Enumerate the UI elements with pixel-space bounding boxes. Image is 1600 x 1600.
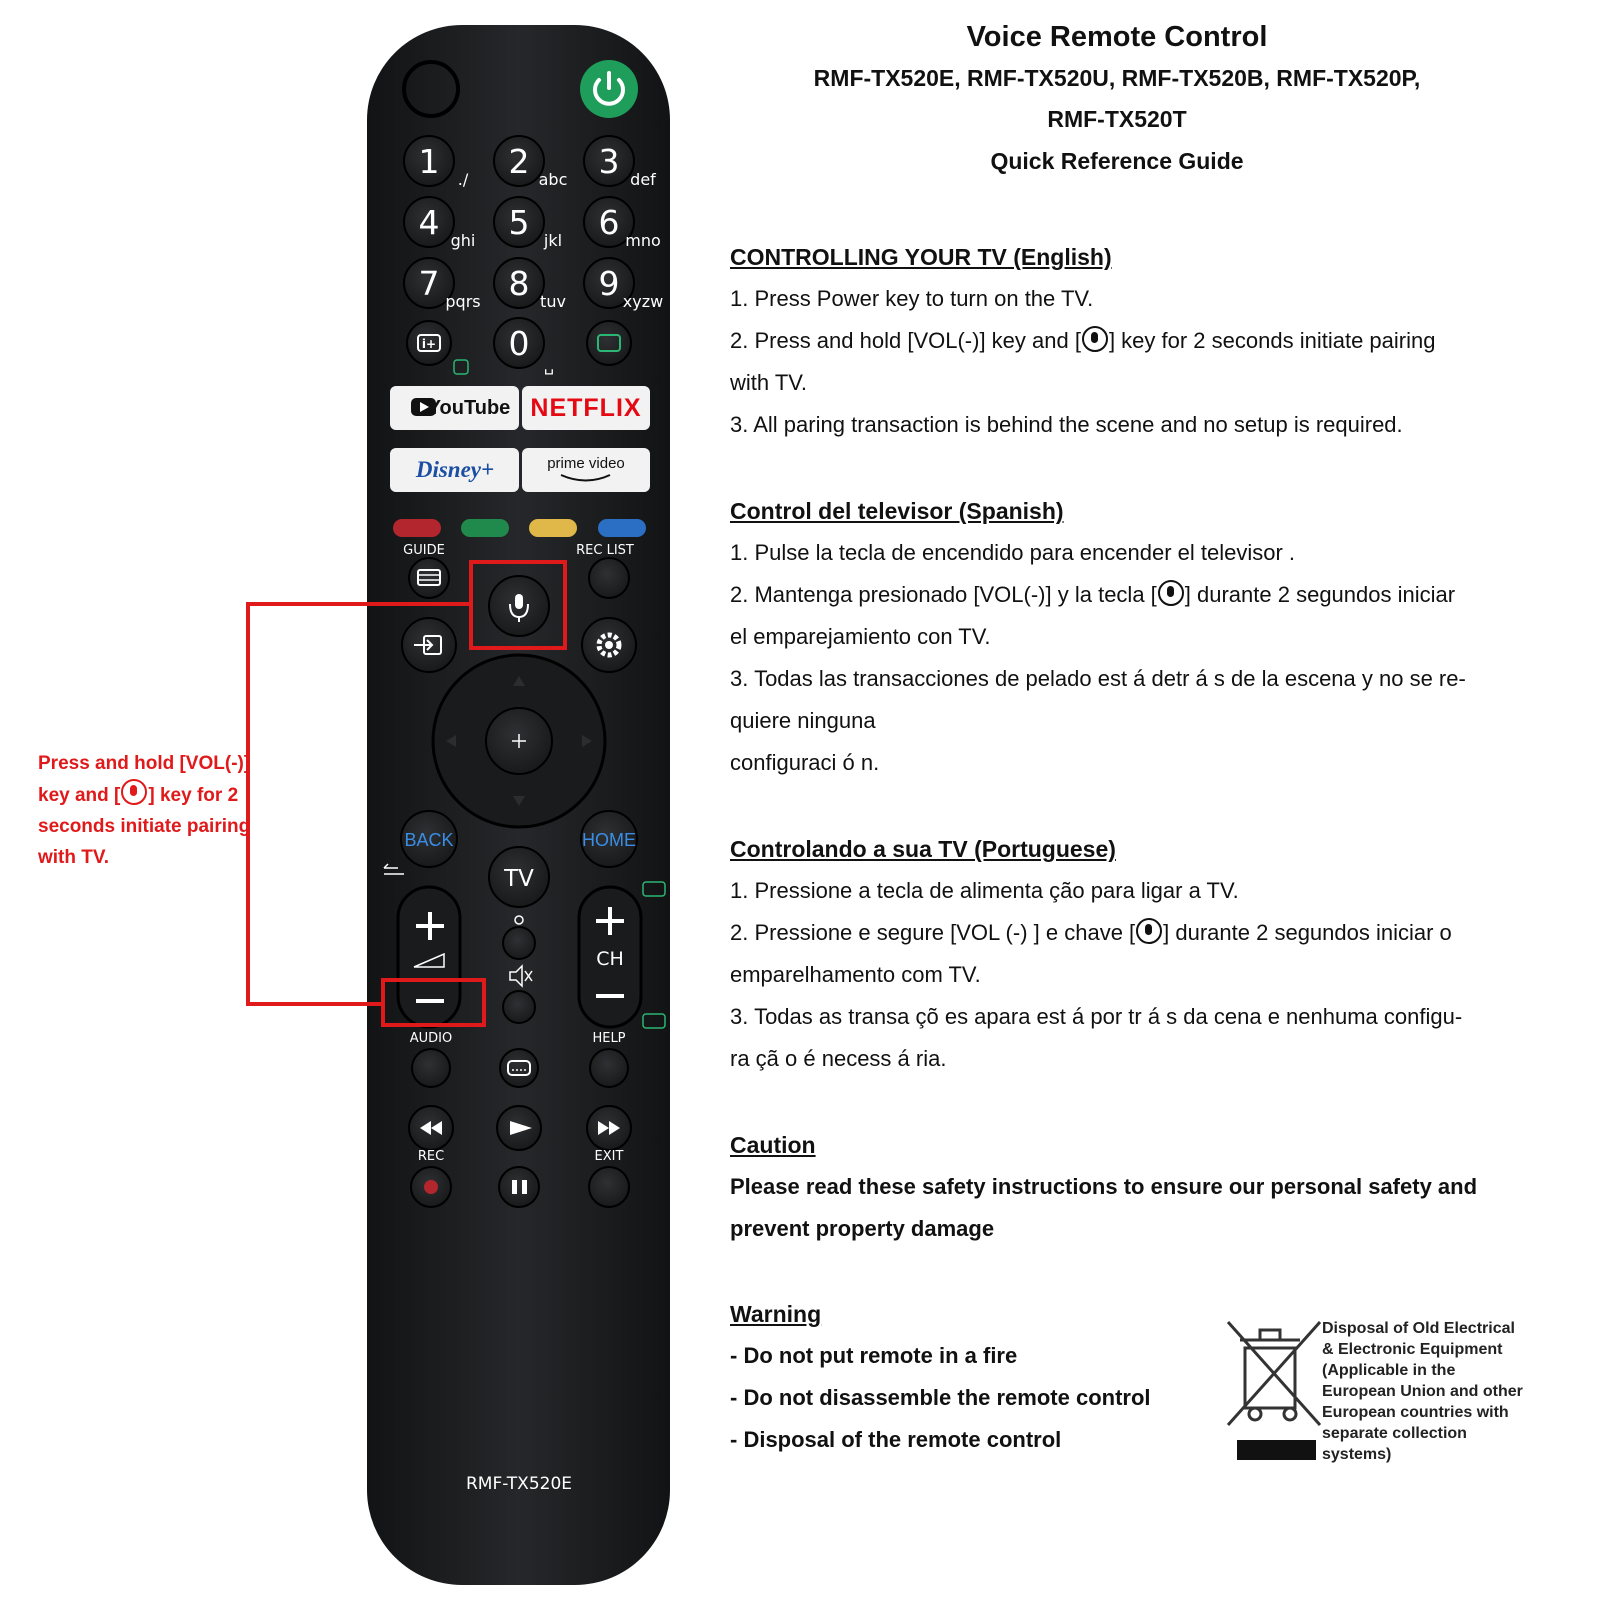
warning-heading: Warning [730, 1301, 822, 1327]
english-line-3: 3. All paring transaction is behind the scene and no setup is required. [730, 412, 1403, 437]
svg-text:YouTube: YouTube [427, 397, 511, 419]
digit-label: 6 [598, 203, 620, 242]
weee-line-3: (Applicable in the [1322, 1362, 1456, 1379]
audio-label: AUDIO [409, 1031, 453, 1046]
mic-icon [1158, 580, 1184, 606]
english-line-2b: with TV. [730, 370, 808, 395]
exit-label: EXIT [594, 1149, 624, 1164]
svg-text:prime video: prime video [547, 455, 625, 472]
spanish-line-3: 3. Todas las transacciones de pelado est á detr á s de la escena y no se re- [730, 666, 1466, 691]
portuguese-line-2: 2. Pressione e segure [VOL (-) ] e chave [ ] durante 2 segundos iniciar o [730, 920, 1452, 945]
digit-sub-label: ghi [450, 231, 476, 250]
model-label: RMF-TX520E [465, 1474, 573, 1494]
red-key[interactable] [393, 519, 441, 537]
netflix-button[interactable] [522, 386, 650, 430]
guide-button[interactable] [409, 558, 449, 598]
home-button[interactable] [581, 811, 637, 867]
spanish-line-3b: quiere ninguna [730, 708, 876, 733]
portuguese-heading: Controlando a sua TV (Portuguese) [730, 836, 1116, 862]
section-portuguese [730, 828, 1570, 1080]
portuguese-line-1: 1. Pressione a tecla de alimenta ção para ligar a TV. [730, 878, 1239, 903]
svg-text:CH: CH [596, 948, 624, 970]
input-button[interactable] [402, 618, 456, 672]
section-caution [730, 1124, 1570, 1250]
weee-line-4: European Union and other [1322, 1383, 1523, 1400]
digit-label: 9 [598, 264, 620, 303]
portuguese-line-3b: ra çã o é necess á ria. [730, 1046, 947, 1071]
portuguese-line-2b: emparelhamento com TV. [730, 962, 981, 987]
digit-label: 1 [418, 142, 440, 181]
prime-video-button[interactable] [522, 448, 650, 492]
green-key[interactable] [461, 519, 509, 537]
back-button[interactable] [401, 811, 457, 867]
channel-rocker[interactable] [579, 887, 641, 1027]
svg-text:Disney+: Disney+ [415, 457, 495, 482]
mute-button[interactable] [503, 991, 535, 1023]
spanish-line-2b: el emparejamiento con TV. [730, 624, 991, 649]
mic-icon [515, 594, 523, 609]
warning-line-1: - Do not put remote in a fire [730, 1343, 1018, 1368]
fast-forward-button[interactable] [587, 1106, 631, 1150]
warning-line-3: - Disposal of the remote control [730, 1427, 1062, 1452]
guide-subtitle: Quick Reference Guide [990, 148, 1244, 174]
section-spanish [730, 490, 1570, 784]
caution-heading: Caution [730, 1132, 816, 1158]
teletext-button[interactable] [587, 321, 631, 365]
subtitle-button[interactable] [500, 1049, 538, 1087]
section-english [730, 236, 1570, 446]
tv-button[interactable] [489, 847, 549, 907]
digit-label: 5 [508, 203, 530, 242]
spanish-line-2: 2. Mantenga presionado [VOL(-)] y la tecla [ ] durante 2 segundos iniciar [730, 582, 1456, 607]
models-line-1: RMF-TX520E, RMF-TX520U, RMF-TX520B, RMF-TX520P, [813, 65, 1421, 91]
note-line-4: with TV. [38, 847, 110, 868]
info-button[interactable] [407, 321, 451, 365]
weee-bin-icon [1228, 1322, 1320, 1425]
spanish-line-3c: configuraci ó n. [730, 750, 880, 775]
svg-text:i+: i+ [421, 337, 437, 351]
digit-label: 3 [598, 142, 620, 181]
rec-list-label: REC LIST [576, 543, 634, 558]
volume-rocker[interactable] [398, 887, 460, 1027]
yellow-key[interactable] [529, 519, 577, 537]
note-line-3: seconds initiate pairing [38, 816, 251, 837]
audio-button[interactable] [412, 1049, 450, 1087]
rewind-button[interactable] [409, 1106, 453, 1150]
svg-text:BACK: BACK [404, 830, 454, 850]
digit-sub-label: abc [538, 170, 568, 189]
digit-sub-label: ␣ [543, 356, 555, 375]
caution-line-1: Please read these safety instructions to ensure our personal safety and [730, 1174, 1478, 1199]
note-line-2: key and [ ] key for 2 [38, 779, 263, 811]
weee-line-6: separate collection [1322, 1425, 1467, 1442]
mic-icon [1082, 326, 1108, 352]
weee-line-2: & Electronic Equipment [1322, 1341, 1503, 1358]
digit-sub-label: tuv [540, 292, 566, 311]
digit-label: 7 [418, 264, 440, 303]
guide-label: GUIDE [403, 543, 445, 558]
mic-icon [1136, 918, 1162, 944]
warning-line-2: - Do not disassemble the remote control [730, 1385, 1151, 1410]
weee-notice [1322, 1318, 1562, 1465]
pairing-annotation [38, 748, 263, 873]
english-line-2: 2. Press and hold [VOL(-)] key and [ ] key for 2 seconds initiate pairing [730, 328, 1436, 353]
portuguese-line-3: 3. Todas as transa çõ es apara est á por tr á s da cena e nenhuma configu- [730, 1004, 1463, 1029]
youtube-button[interactable] [390, 386, 519, 430]
pause-button[interactable] [499, 1167, 539, 1207]
digit-sub-label: jkl [543, 231, 563, 250]
help-label: HELP [592, 1031, 626, 1046]
weee-line-5: European countries with [1322, 1404, 1509, 1421]
exit-button[interactable] [589, 1167, 629, 1207]
svg-text:NETFLIX: NETFLIX [530, 394, 642, 422]
digit-label: 0 [508, 324, 530, 363]
english-line-1: 1. Press Power key to turn on the TV. [730, 286, 1094, 311]
weee-bar [1237, 1440, 1316, 1460]
settings-button[interactable] [582, 618, 636, 672]
rec-label: REC [417, 1149, 445, 1164]
digit-label: 2 [508, 142, 530, 181]
svg-text:HOME: HOME [582, 830, 636, 850]
weee-line-7: systems) [1322, 1446, 1392, 1463]
english-heading: CONTROLLING YOUR TV (English) [730, 244, 1112, 270]
digit-sub-label: pqrs [445, 292, 481, 311]
digit-sub-label: mno [625, 231, 661, 250]
power-button[interactable] [580, 60, 638, 118]
blue-key[interactable] [598, 519, 646, 537]
disney-button[interactable] [390, 448, 519, 492]
guide-header [792, 16, 1442, 182]
models-line-2: RMF-TX520T [1047, 106, 1187, 132]
play-button[interactable] [497, 1106, 541, 1150]
caution-line-2: prevent property damage [730, 1216, 995, 1241]
mic-button[interactable] [489, 576, 549, 636]
digit-sub-label: def [630, 170, 656, 189]
svg-text:TV: TV [504, 866, 534, 892]
d-pad[interactable] [433, 655, 605, 827]
mic-icon [121, 779, 147, 805]
spanish-heading: Control del televisor (Spanish) [730, 498, 1064, 524]
digit-sub-label: ./ [457, 170, 469, 189]
spanish-line-1: 1. Pulse la tecla de encendido para encender el televisor . [730, 540, 1296, 565]
help-button[interactable] [590, 1049, 628, 1087]
weee-line-1: Disposal of Old Electrical [1322, 1320, 1515, 1337]
rec-button[interactable] [411, 1167, 451, 1207]
rec-list-button[interactable] [589, 558, 629, 598]
jump-button[interactable] [503, 927, 535, 959]
section-warning [730, 1293, 1220, 1461]
digit-sub-label: xyzw [622, 292, 664, 311]
digit-label: 8 [508, 264, 530, 303]
digit-label: 4 [418, 203, 440, 242]
note-line-1: Press and hold [VOL(-)] [38, 753, 251, 774]
page-title: Voice Remote Control [966, 21, 1268, 53]
